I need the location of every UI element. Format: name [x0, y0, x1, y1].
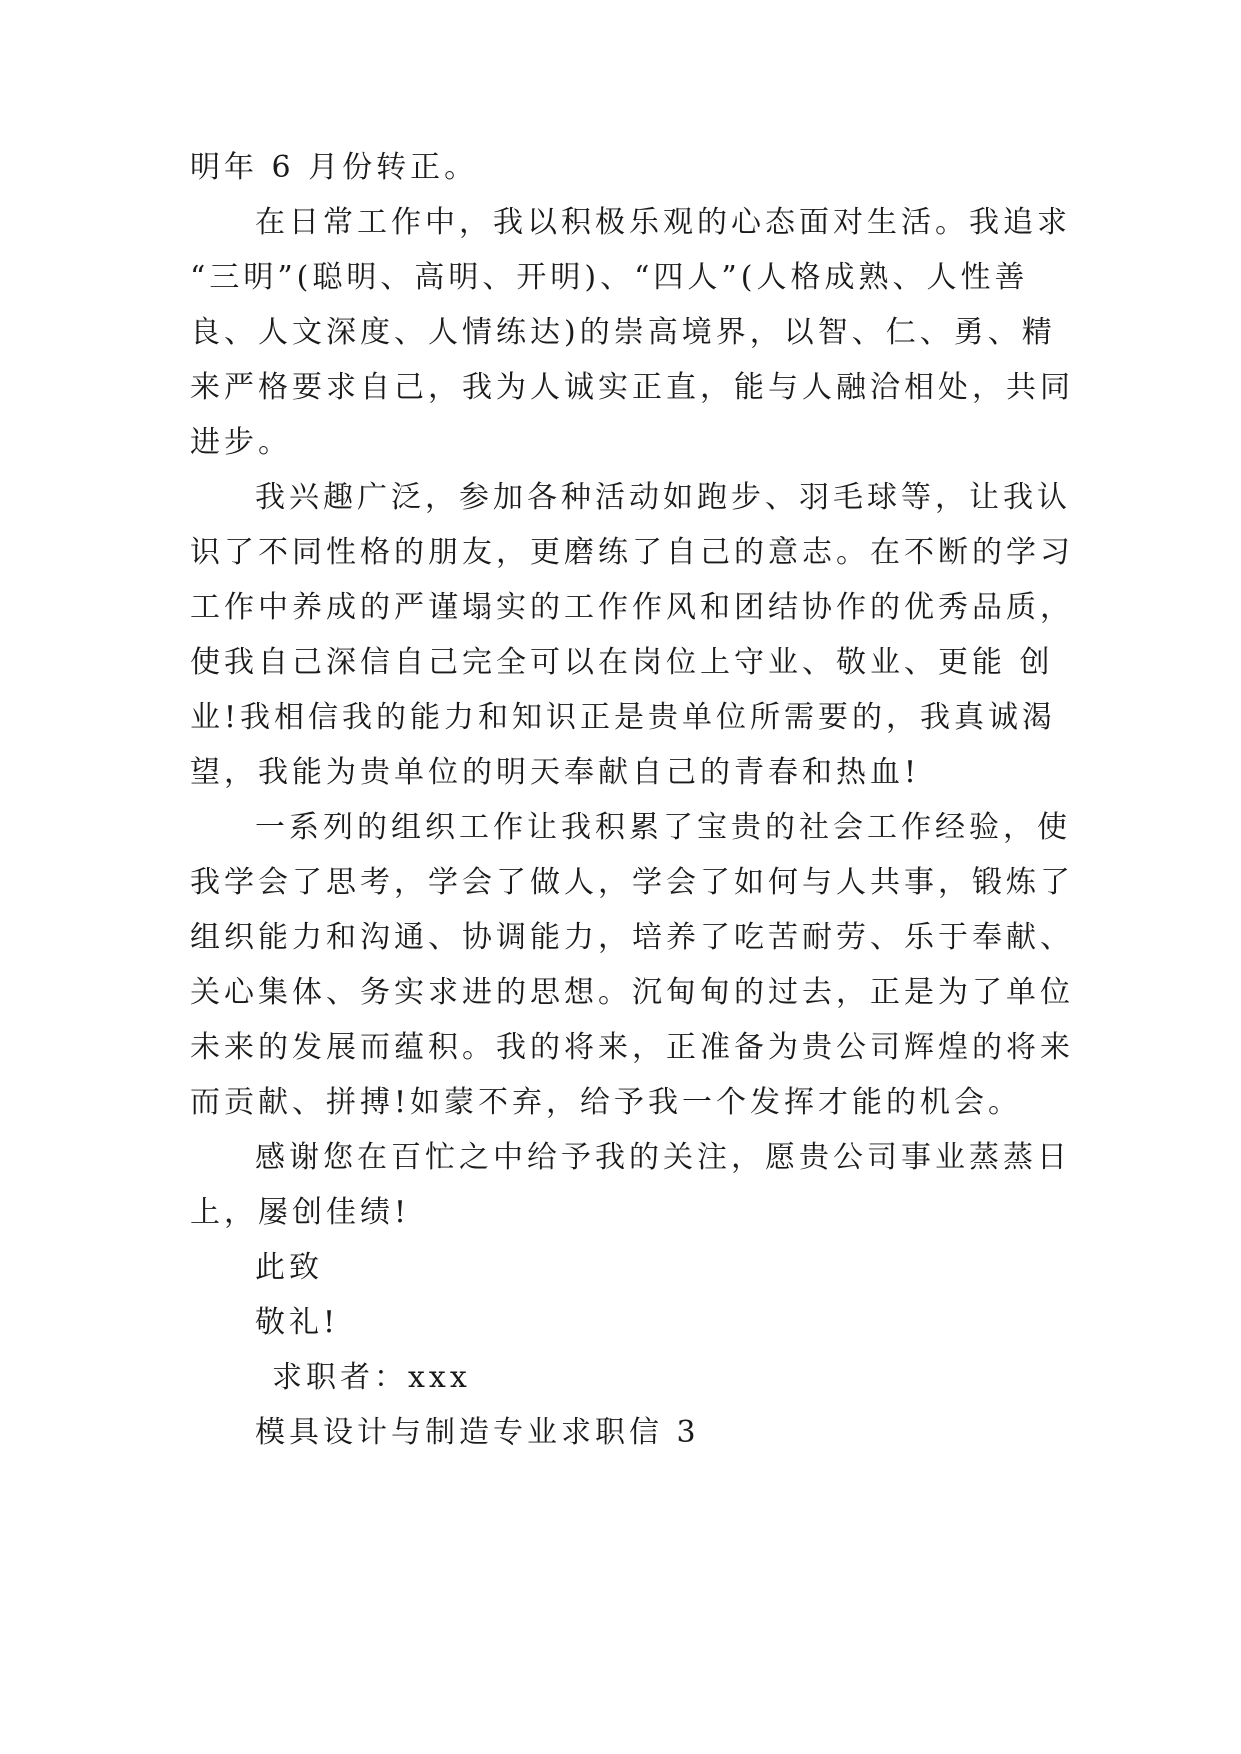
text-line: 来严格要求自己，我为人诚实正直，能与人融洽相处，共同	[190, 370, 1074, 405]
text-line: 上，屡创佳绩!	[190, 1195, 411, 1230]
text-line: 业!我相信我的能力和知识正是贵单位所需要的，我真诚渴	[190, 700, 1057, 735]
paragraph-start-line: 我兴趣广泛，参加各种活动如跑步、羽毛球等，让我认	[255, 480, 1071, 515]
salutation-line: 敬礼!	[255, 1305, 340, 1340]
text-line: 识了不同性格的朋友，更磨练了自己的意志。在不断的学习	[190, 535, 1074, 570]
text-line: 望，我能为贵单位的明天奉献自己的青春和热血!	[190, 755, 921, 790]
text-line: 而贡献、拼搏!如蒙不弃，给予我一个发挥才能的机会。	[190, 1085, 1023, 1120]
text-line: 使我自己深信自己完全可以在岗位上守业、敬业、更能 创	[190, 645, 1054, 680]
signature-line: 求职者：xxx	[272, 1360, 471, 1395]
paragraph-start-line: 在日常工作中，我以积极乐观的心态面对生活。我追求	[255, 205, 1071, 240]
section-title: 模具设计与制造专业求职信 3	[255, 1415, 700, 1450]
paragraph-start-line: 感谢您在百忙之中给予我的关注，愿贵公司事业蒸蒸日	[255, 1140, 1071, 1175]
text-line: 工作中养成的严谨塌实的工作作风和团结协作的优秀品质，	[190, 590, 1074, 625]
text-line: “三明”(聪明、高明、开明)、“四人”(人格成熟、人性善	[190, 260, 1029, 295]
text-line: 未来的发展而蕴积。我的将来，正准备为贵公司辉煌的将来	[190, 1030, 1074, 1065]
paragraph-start-line: 一系列的组织工作让我积累了宝贵的社会工作经验，使	[255, 810, 1071, 845]
text-line: 明年 6 月份转正。	[190, 150, 479, 185]
text-line: 我学会了思考，学会了做人，学会了如何与人共事，锻炼了	[190, 865, 1074, 900]
text-line: 进步。	[190, 425, 292, 460]
closing-line: 此致	[255, 1250, 323, 1285]
text-line: 组织能力和沟通、协调能力，培养了吃苦耐劳、乐于奉献、	[190, 920, 1074, 955]
text-line: 良、人文深度、人情练达)的崇高境界，以智、仁、勇、精	[190, 315, 1056, 350]
text-line: 关心集体、务实求进的思想。沉甸甸的过去，正是为了单位	[190, 975, 1074, 1010]
